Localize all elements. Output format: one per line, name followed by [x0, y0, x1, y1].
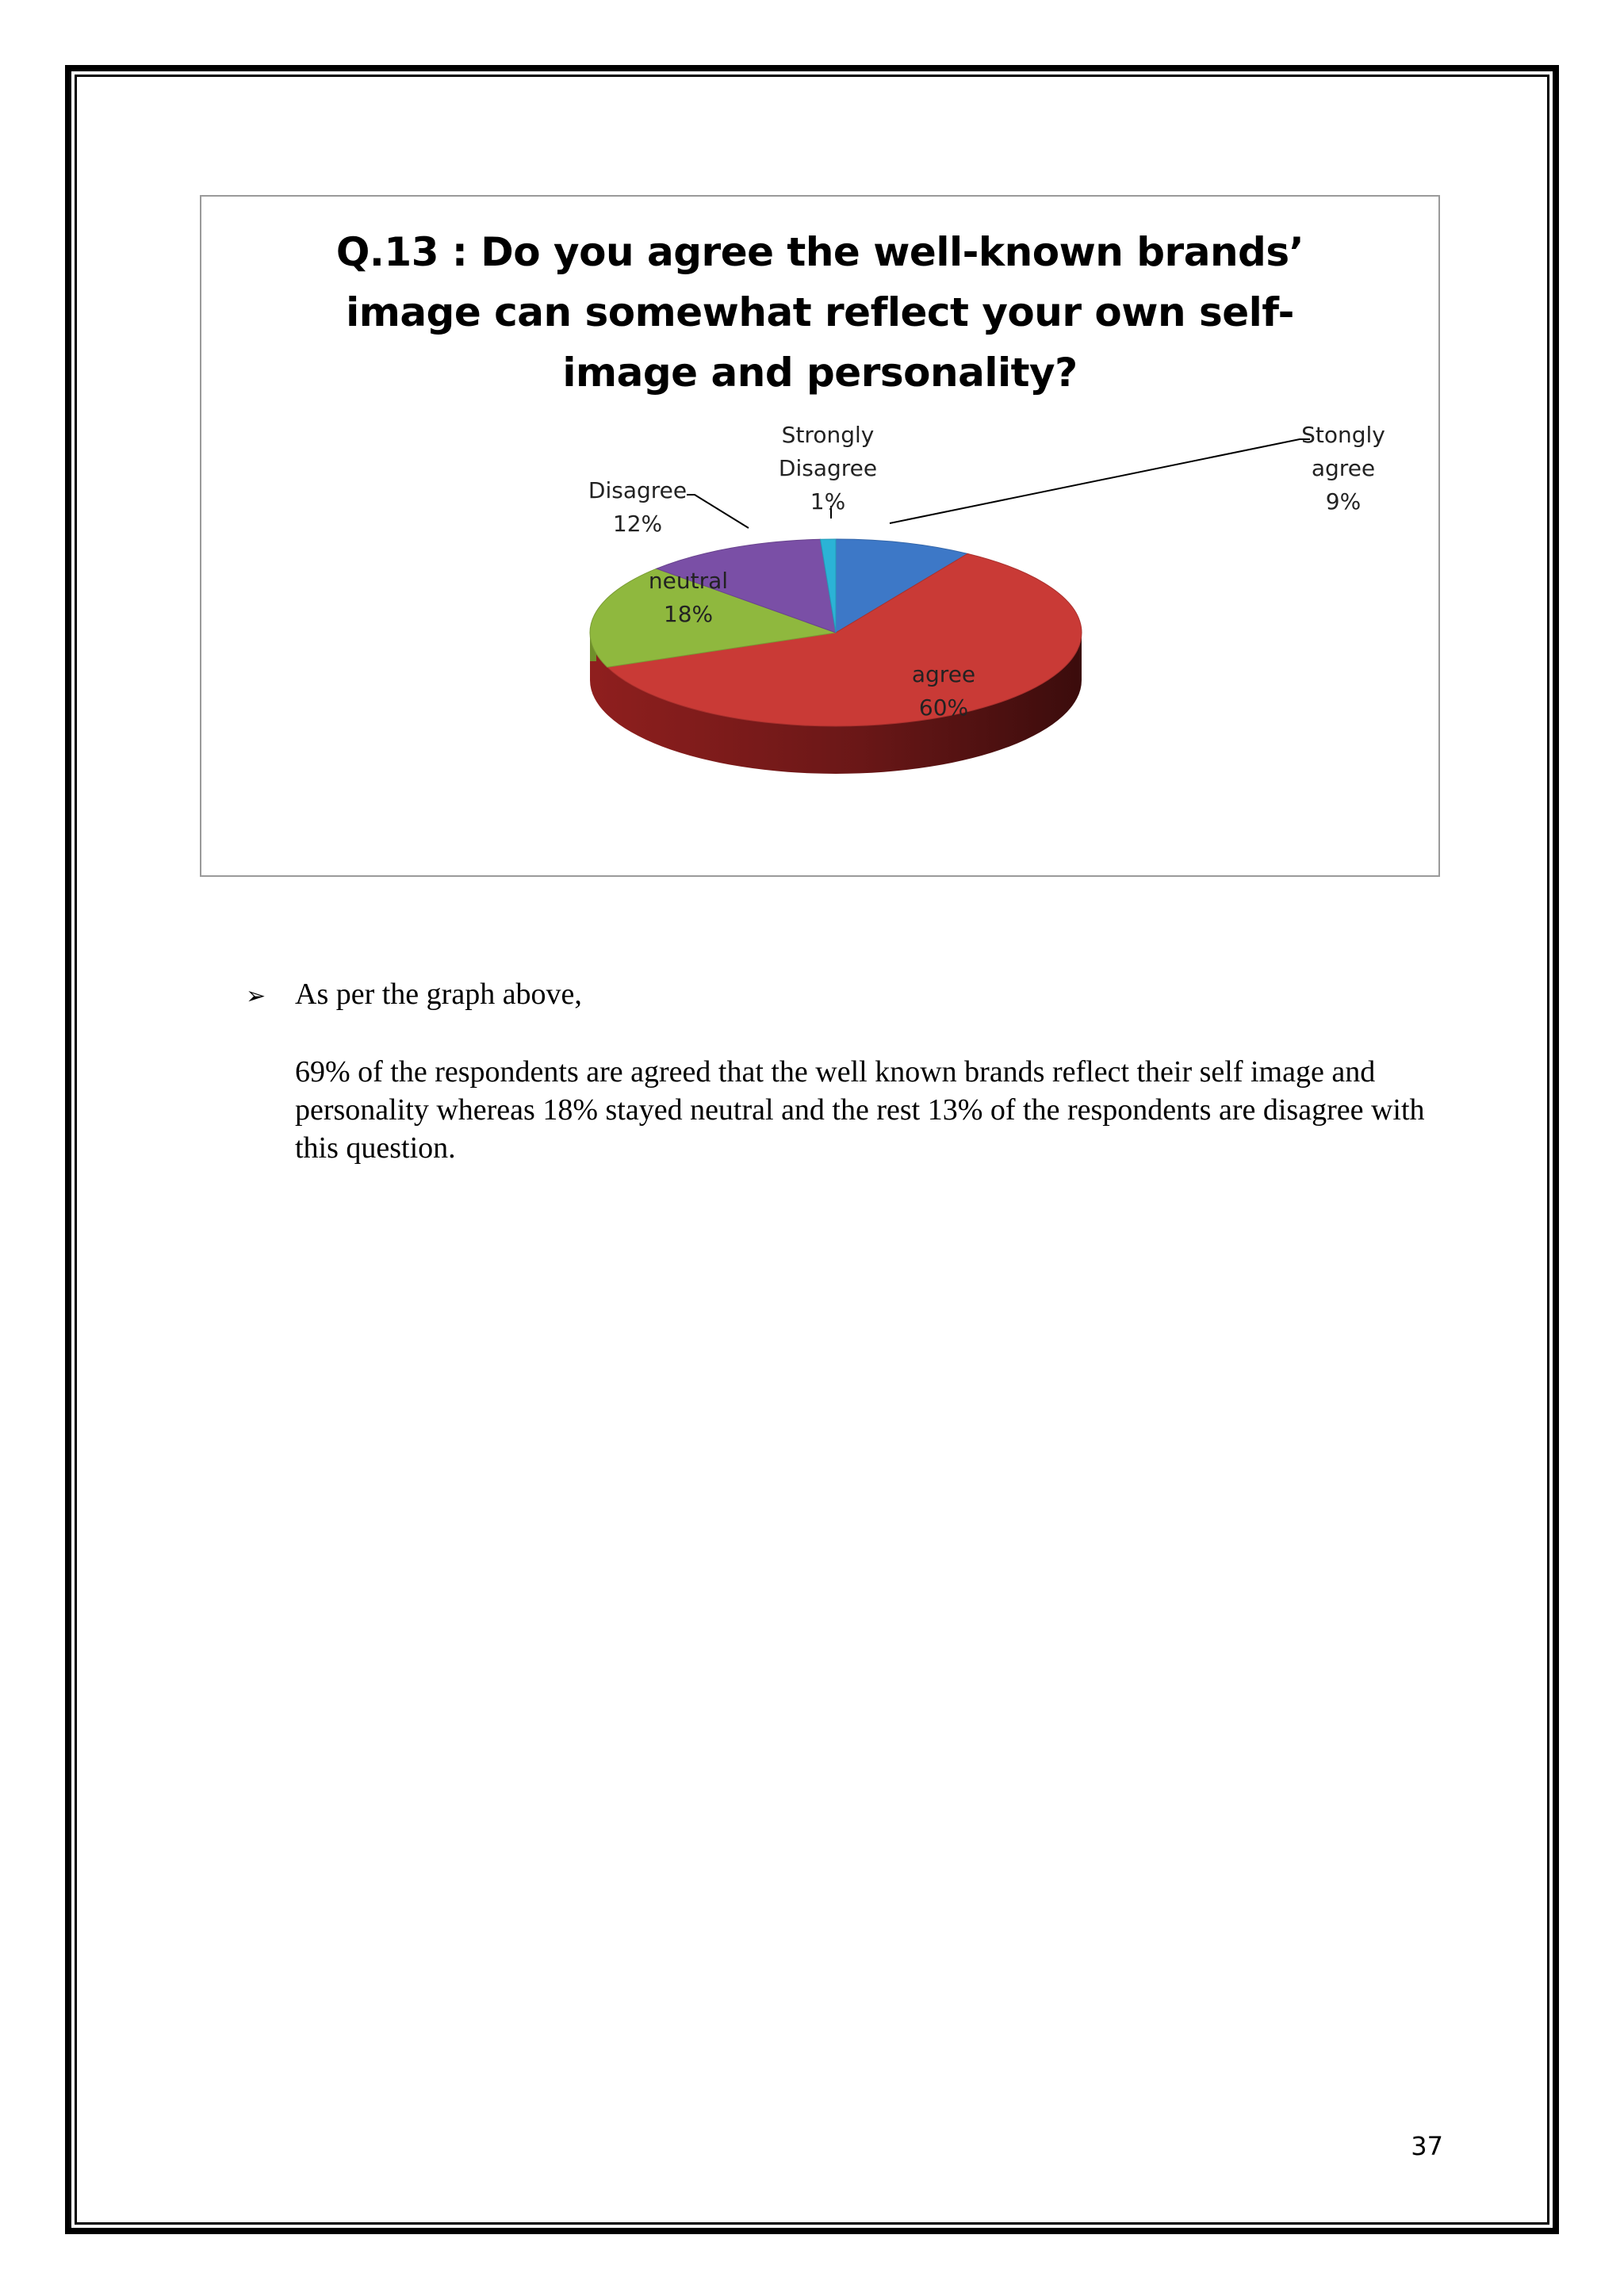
leader-line-stongly-agree	[890, 439, 1310, 523]
chart-title: Q.13 : Do you agree the well-known brands’ image can somewhat reflect your own self- image and personality?	[335, 229, 1304, 396]
pie-label-stongly-agree: Stongly agree 9%	[1301, 422, 1385, 515]
bullet-item	[246, 977, 1435, 1012]
pie-label-agree: agree 60%	[911, 661, 976, 721]
pie-label-strongly-disagree: Strongly Disagree 1%	[778, 422, 878, 515]
pie-chart	[201, 197, 1442, 878]
pie-leader-lines	[687, 439, 1310, 528]
pie-label-disagree: Disagree 12%	[588, 477, 688, 537]
analysis-paragraph: 69% of the respondents are agreed that the well known brands reflect their self image and personality whereas 18% stayed neutral and the rest 13% of the respondents are disagree with this question.	[295, 1055, 1425, 1165]
bullet-text: As per the graph above,	[295, 978, 582, 1011]
arrowhead-bullet-icon: ➢	[246, 982, 266, 1010]
pie-label-neutral: neutral 18%	[648, 568, 729, 627]
leader-line-disagree	[687, 495, 749, 528]
pie-chart-panel	[200, 195, 1440, 877]
page-number: 37	[1411, 2131, 1443, 2161]
